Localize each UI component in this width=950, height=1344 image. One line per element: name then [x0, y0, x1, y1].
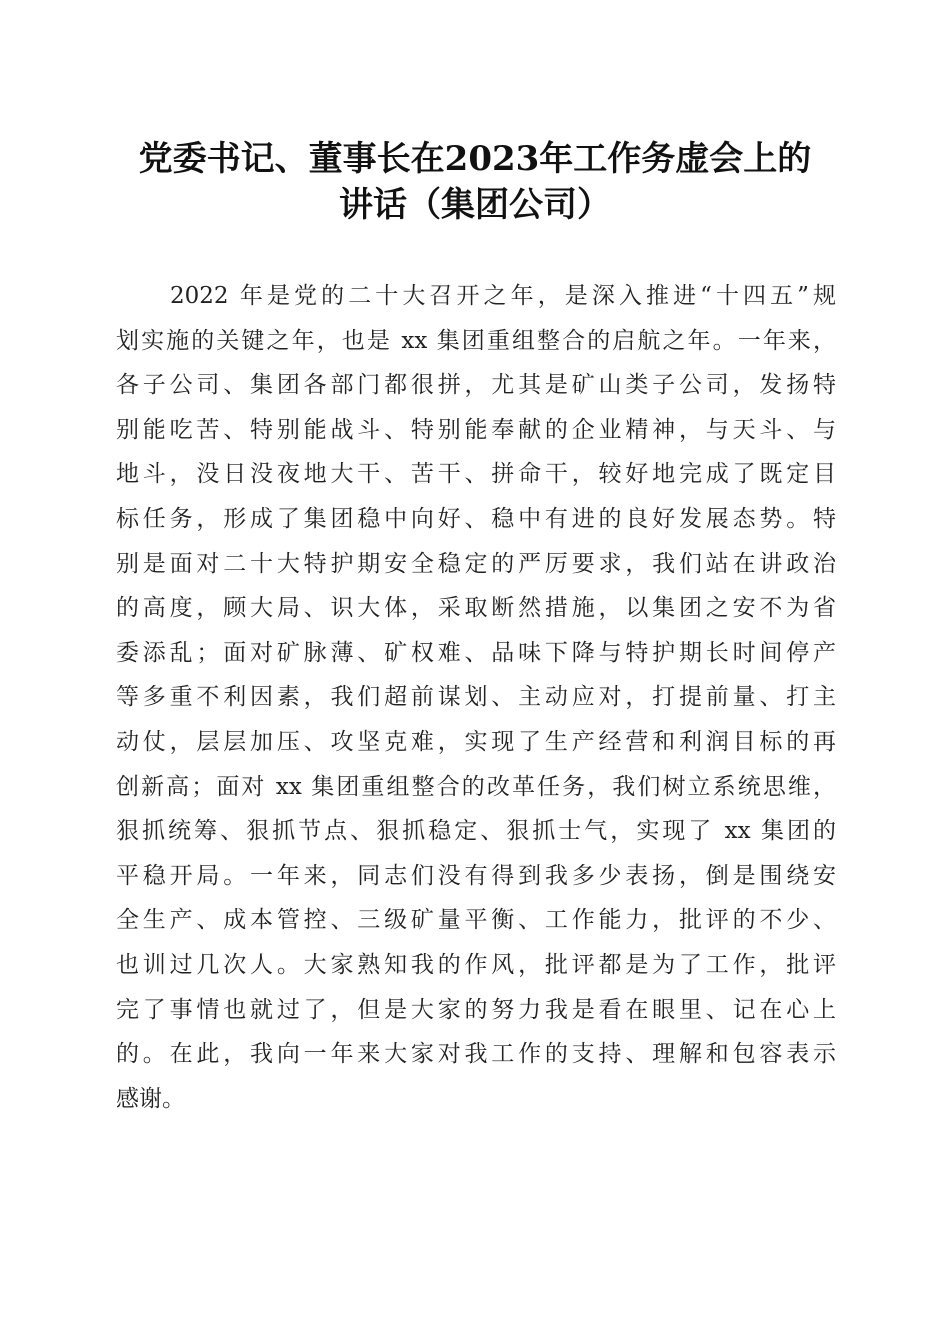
paragraph-line: 动仗，层层加压、攻坚克难，实现了生产经营和利润目标的再: [116, 728, 836, 755]
paragraph-line: 平稳开局。一年来，同志们没有得到我多少表扬，倒是围绕安: [116, 862, 836, 889]
paragraph-line: 也训过几次人。大家熟知我的作风，批评都是为了工作，批评: [116, 951, 836, 978]
paragraph-line: 完了事情也就过了，但是大家的努力我是看在眼里、记在心上: [116, 996, 836, 1023]
paragraph-line: 狠抓统筹、狠抓节点、狠抓稳定、狠抓士气，实现了 xx 集团的: [116, 818, 836, 845]
paragraph-line: 的高度，顾大局、识大体，采取断然措施，以集团之安不为省: [116, 595, 836, 622]
paragraph-line: 别是面对二十大特护期安全稳定的严厉要求，我们站在讲政治: [116, 550, 836, 577]
paragraph-line: 等多重不利因素，我们超前谋划、主动应对，打提前量、打主: [116, 684, 836, 711]
title-line-1: 党委书记、董事长在2023年工作务虚会上的: [138, 139, 812, 179]
paragraph-line: 的。在此，我向一年来大家对我工作的支持、理解和包容表示: [116, 1041, 836, 1068]
document-title: [100, 136, 850, 228]
paragraph-line: 创新高；面对 xx 集团重组整合的改革任务，我们树立系统思维，: [116, 773, 836, 800]
title-line-2: 讲话（集团公司）: [339, 185, 611, 225]
speech-paragraph: [116, 274, 836, 1121]
paragraph-line: 全生产、成本管控、三级矿量平衡、工作能力，批评的不少、: [116, 907, 836, 934]
paragraph-line: 标任务，形成了集团稳中向好、稳中有进的良好发展态势。特: [116, 505, 836, 532]
paragraph-line: 各子公司、集团各部门都很拼，尤其是矿山类子公司，发扬特: [116, 372, 836, 399]
paragraph-line: 2022 年是党的二十大召开之年，是深入推进“十四五”规: [170, 283, 836, 309]
paragraph-line: 感谢。: [116, 1085, 185, 1112]
paragraph-line: 地斗，没日没夜地大干、苦干、拼命干，较好地完成了既定目: [116, 461, 836, 488]
paragraph-line: 委添乱；面对矿脉薄、矿权难、品味下降与特护期长时间停产: [116, 639, 836, 666]
paragraph-line: 别能吃苦、特别能战斗、特别能奉献的企业精神，与天斗、与: [116, 416, 836, 443]
paragraph-line: 划实施的关键之年，也是 xx 集团重组整合的启航之年。一年来，: [116, 327, 836, 354]
